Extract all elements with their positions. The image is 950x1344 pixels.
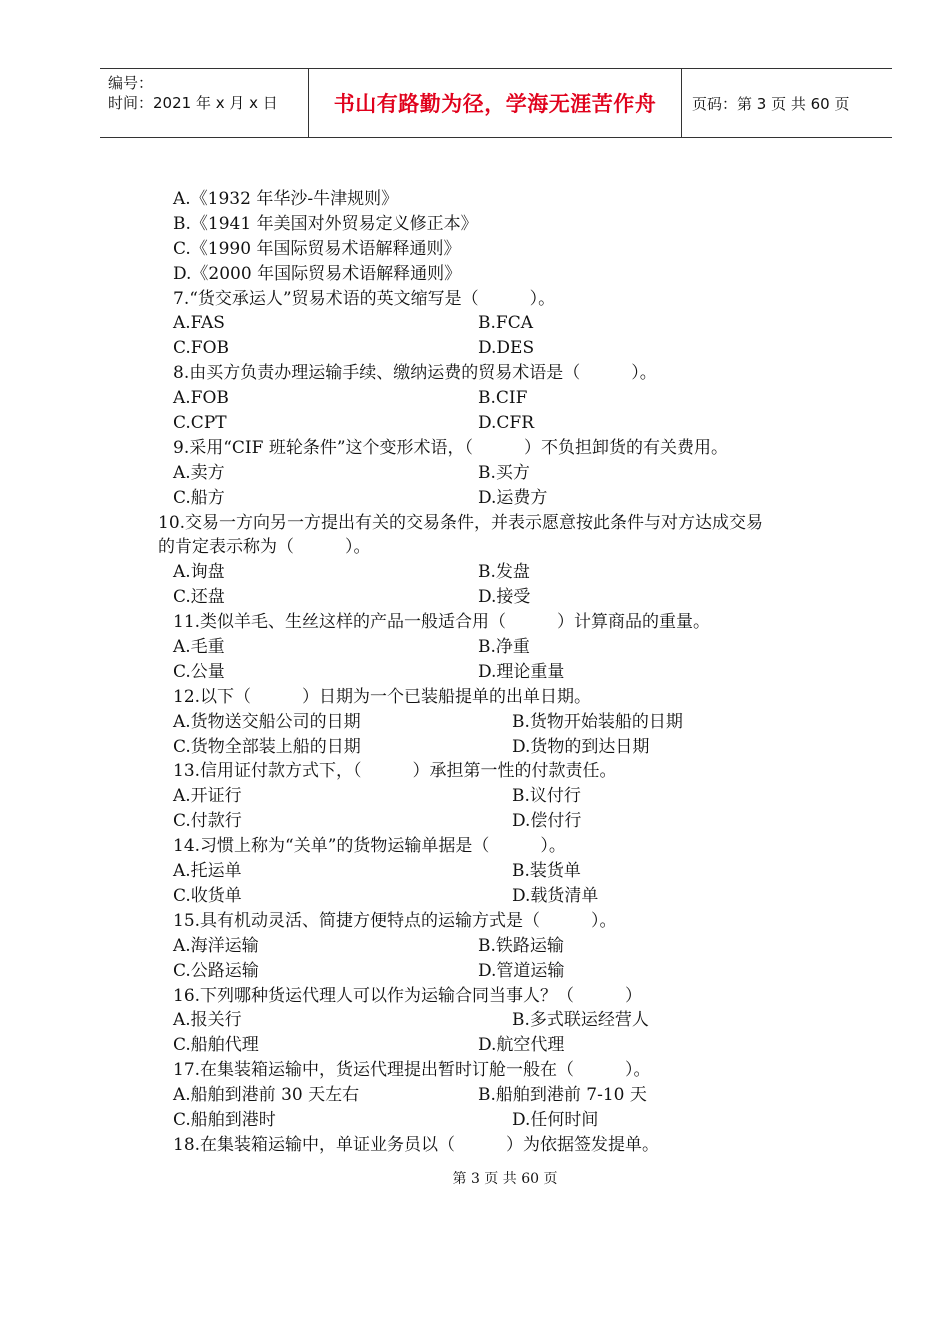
option-row	[158, 959, 858, 984]
option-left: C.FOB	[173, 338, 230, 359]
option-left: A.海洋运输	[173, 935, 259, 956]
header-meta	[100, 69, 309, 137]
option-row	[158, 1108, 858, 1133]
question-list	[158, 187, 858, 1158]
option-left: C.公路运输	[173, 960, 259, 981]
option-left: A.FAS	[173, 313, 225, 334]
option-right: D.理论重量	[478, 661, 565, 682]
question-text: 12.以下（ ）日期为一个已装船提单的出单日期。	[173, 686, 592, 707]
option-right: B.发盘	[478, 562, 530, 583]
option-left: C.收货单	[173, 885, 242, 906]
option-right: B.CIF	[478, 388, 528, 409]
option-line	[158, 237, 858, 262]
option-row	[158, 336, 858, 361]
option-a: D.《2000 年国际贸易术语解释通则》	[173, 263, 462, 284]
option-left: C.船舶代理	[173, 1035, 259, 1056]
option-left: C.船方	[173, 487, 225, 508]
option-row	[158, 585, 858, 610]
question-text: 13.信用证付款方式下，（ ）承担第一性的付款责任。	[173, 761, 617, 782]
header-page-label: 页码：第 3 页 共 60 页	[692, 94, 850, 113]
option-left: C.CPT	[173, 413, 227, 434]
option-left: A.毛重	[173, 637, 225, 658]
option-left: A.船舶到港前 30 天左右	[173, 1085, 360, 1106]
option-row	[158, 735, 858, 760]
option-right: B.船舶到港前 7-10 天	[478, 1085, 647, 1106]
time-label: 时间：2021 年 x 月 x 日	[108, 94, 278, 112]
question-text: 7.“货交承运人”贸易术语的英文缩写是（ ）。	[173, 288, 556, 309]
option-row	[158, 386, 858, 411]
option-left: C.付款行	[173, 811, 242, 832]
option-left: C.货物全部装上船的日期	[173, 736, 361, 757]
option-row	[158, 809, 858, 834]
option-right: B.铁路运输	[478, 935, 564, 956]
option-right: B.议付行	[512, 786, 581, 807]
question-text: 9.采用“CIF 班轮条件”这个变形术语，（ ）不负担卸货的有关费用。	[173, 437, 729, 458]
question-text: 8.由买方负责办理运输手续、缴纳运费的贸易术语是（ ）。	[173, 363, 657, 384]
question-text: 17.在集装箱运输中，货运代理提出暂时订舱一般在（ ）。	[173, 1060, 651, 1081]
option-left: A.开证行	[173, 786, 242, 807]
option-row	[158, 1008, 858, 1033]
option-right: B.净重	[478, 637, 530, 658]
option-right: B.买方	[478, 462, 530, 483]
option-right: B.多式联运经营人	[512, 1010, 649, 1031]
option-row	[158, 934, 858, 959]
option-right: B.装货单	[512, 861, 581, 882]
option-row	[158, 1033, 858, 1058]
option-row	[158, 884, 858, 909]
option-left: A.询盘	[173, 562, 225, 583]
option-left: A.货物送交船公司的日期	[173, 711, 361, 732]
option-right: D.管道运输	[478, 960, 565, 981]
option-right: D.DES	[478, 338, 535, 359]
option-row	[158, 859, 858, 884]
option-left: A.报关行	[173, 1010, 242, 1031]
option-line	[158, 262, 858, 287]
option-left: C.船舶到港时	[173, 1109, 276, 1130]
option-right: D.运费方	[478, 487, 548, 508]
header-motto: 书山有路勤为径，学海无涯苦作舟	[309, 69, 682, 137]
option-row	[158, 784, 858, 809]
option-row	[158, 710, 858, 735]
option-row	[158, 411, 858, 436]
page-footer: 第 3 页 共 60 页	[452, 1171, 558, 1187]
option-right: D.货物的到达日期	[512, 736, 650, 757]
option-row	[158, 461, 858, 486]
question-text: 16.下列哪种货运代理人可以作为运输合同当事人？（ ）	[173, 985, 643, 1006]
option-row	[158, 560, 858, 585]
option-row	[158, 311, 858, 336]
question-text: 18.在集装箱运输中，单证业务员以（ ）为依据签发提单。	[173, 1134, 660, 1155]
option-left: C.还盘	[173, 587, 225, 608]
option-row	[158, 660, 858, 685]
option-row	[158, 635, 858, 660]
question-text: 15.具有机动灵活、简捷方便特点的运输方式是（ ）。	[173, 910, 617, 931]
option-line	[158, 212, 858, 237]
option-left: A.FOB	[173, 388, 229, 409]
option-right: D.偿付行	[512, 811, 582, 832]
question-text: 14.习惯上称为“关单”的货物运输单据是（ ）。	[173, 836, 566, 857]
option-row	[158, 1083, 858, 1108]
option-row	[158, 486, 858, 511]
question-text: 11.类似羊毛、生丝这样的产品一般适合用（ ）计算商品的重量。	[173, 612, 711, 633]
option-line	[158, 187, 858, 212]
option-right: D.CFR	[478, 413, 535, 434]
option-left: A.托运单	[173, 861, 242, 882]
page-header	[100, 68, 892, 138]
option-right: D.任何时间	[512, 1109, 599, 1130]
option-right: B.货物开始装船的日期	[512, 711, 683, 732]
option-right: D.载货清单	[512, 885, 599, 906]
number-label: 编号：	[108, 74, 154, 92]
option-right: B.FCA	[478, 313, 533, 334]
question-text: 的肯定表示称为（ ）。	[158, 537, 371, 558]
option-left: C.公量	[173, 661, 225, 682]
option-left: A.卖方	[173, 462, 225, 483]
option-right: D.接受	[478, 587, 531, 608]
question-text: 10.交易一方向另一方提出有关的交易条件，并表示愿意按此条件与对方达成交易	[158, 512, 764, 533]
option-right: D.航空代理	[478, 1035, 565, 1056]
option-a: A.《1932 年华沙-牛津规则》	[173, 189, 399, 209]
option-a: B.《1941 年美国对外贸易定义修正本》	[173, 213, 478, 234]
option-a: C.《1990 年国际贸易术语解释通则》	[173, 238, 461, 259]
